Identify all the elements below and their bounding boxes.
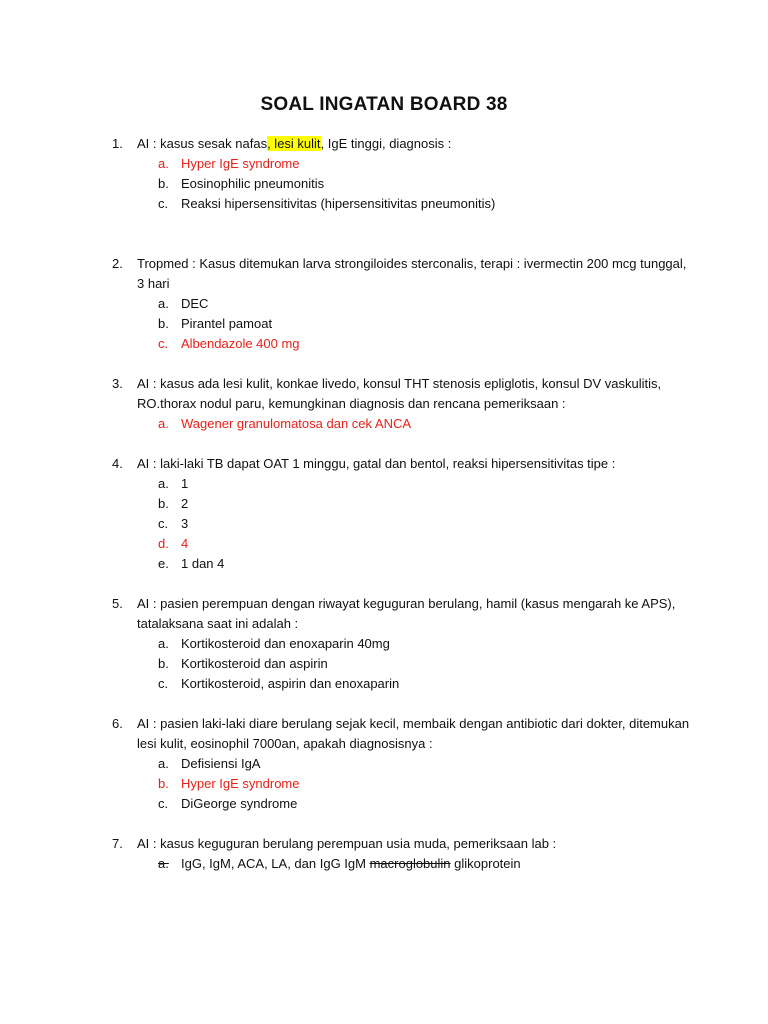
option-letter: c. [158,196,169,211]
struck-text: macroglobulin [369,856,451,871]
question-text [137,594,697,634]
option [0,294,768,314]
option [0,514,768,534]
option-text: Defisiensi IgA [181,756,261,771]
question-line: Tropmed : Kasus ditemukan larva strongiloides sterconalis, terapi : ivermectin 200 mcg tunggal, [137,256,687,271]
option-letter: c. [158,676,169,691]
option-text: DEC [181,296,209,311]
option-answer [0,334,768,354]
option-text: DiGeorge syndrome [181,796,298,811]
question-line: AI : kasus ada lesi kulit, konkae livedo, konsul THT stenosis epliglotis, konsul DV vaskulitis, [137,376,662,391]
option-text: Kortikosteroid dan enoxaparin 40mg [181,636,390,651]
option [0,634,768,654]
option-text: Hyper IgE syndrome [181,776,300,791]
option [0,474,768,494]
option [0,654,768,674]
question-line: lesi kulit, eosinophil 7000an, apakah diagnosisnya : [137,736,433,751]
question-line: AI : laki-laki TB dapat OAT 1 minggu, gatal dan bentol, reaksi hipersensitivitas tipe : [137,456,616,471]
option-text-part: glikoprotein [450,856,521,871]
option-letter: a. [158,296,169,311]
option-letter: a. [158,476,169,491]
option [0,194,768,214]
highlighted-text: , lesi kulit [267,136,321,151]
options-1 [0,154,768,214]
option-text: Kortikosteroid, aspirin dan enoxaparin [181,676,400,691]
option [0,674,768,694]
option-letter: c. [158,796,169,811]
option [0,754,768,774]
option [0,174,768,194]
question-line: AI : pasien perempuan dengan riwayat keguguran berulang, hamil (kasus mengarah ke APS), [137,596,676,611]
question-line: RO.thorax nodul paru, kemungkinan diagnosis dan rencana pemeriksaan : [137,396,566,411]
option [0,794,768,814]
question-number: 4. [112,456,123,471]
question-number: 7. [112,836,123,851]
question-number: 2. [112,256,123,271]
question-text [137,374,697,414]
option-text: Wagener granulomatosa dan cek ANCA [181,416,412,431]
option-text: Hyper IgE syndrome [181,156,300,171]
question-number: 3. [112,376,123,391]
option [0,554,768,574]
option-letter: b. [158,656,169,671]
option [0,494,768,514]
question-number: 5. [112,596,123,611]
option-text: 4 [181,536,189,551]
option-letter: a. [158,636,169,651]
document-title: SOAL INGATAN BOARD 38 [260,94,508,115]
option-answer [0,534,768,554]
option-letter: e. [158,556,169,571]
option-letter: a. [158,756,169,771]
question-text-part: AI : kasus sesak nafas [137,136,268,151]
option-letter: a. [158,416,169,431]
option-text: Kortikosteroid dan aspirin [181,656,328,671]
option-letter: b. [158,316,169,331]
question-number: 1. [112,136,123,151]
question-text [137,134,697,154]
option-letter: c. [158,336,169,351]
question-text-part: , IgE tinggi, diagnosis : [320,136,452,151]
option-letter: a. [158,156,169,171]
option-answer [0,154,768,174]
option-text [181,854,521,874]
option-text: Albendazole 400 mg [181,336,300,351]
question-number: 6. [112,716,123,731]
option-letter: d. [158,536,169,551]
option-text: Reaksi hipersensitivitas (hipersensitivitas pneumonitis) [181,196,496,211]
option-text: 1 dan 4 [181,556,225,571]
option-letter: a. [158,856,169,871]
option-text: Eosinophilic pneumonitis [181,176,325,191]
option-text-part: IgG, IgM, ACA, LA, dan IgG IgM [181,856,370,871]
question-text [137,834,697,854]
option-letter: b. [158,176,169,191]
option [0,314,768,334]
options-3 [0,414,768,434]
option-text: Pirantel pamoat [181,316,273,331]
option-text: 3 [181,516,189,531]
option-letter: b. [158,776,169,791]
option-text: 1 [181,476,189,491]
options-6 [0,754,768,814]
question-line: AI : pasien laki-laki diare berulang sejak kecil, membaik dengan antibiotic dari dokter, ditemukan [137,716,690,731]
options-7 [0,854,768,874]
option-letter: c. [158,516,169,531]
options-5 [0,634,768,694]
options-4 [0,474,768,574]
question-line: tatalaksana saat ini adalah : [137,616,299,631]
question-line: AI : kasus keguguran berulang perempuan usia muda, pemeriksaan lab : [137,836,557,851]
option-answer [0,414,768,434]
option-text: 2 [181,496,189,511]
options-2 [0,294,768,354]
question-text [137,454,697,474]
option-answer [0,774,768,794]
question-text [137,714,697,754]
question-text [137,254,697,294]
question-line: 3 hari [137,276,170,291]
option [0,854,768,874]
option-letter: b. [158,496,169,511]
